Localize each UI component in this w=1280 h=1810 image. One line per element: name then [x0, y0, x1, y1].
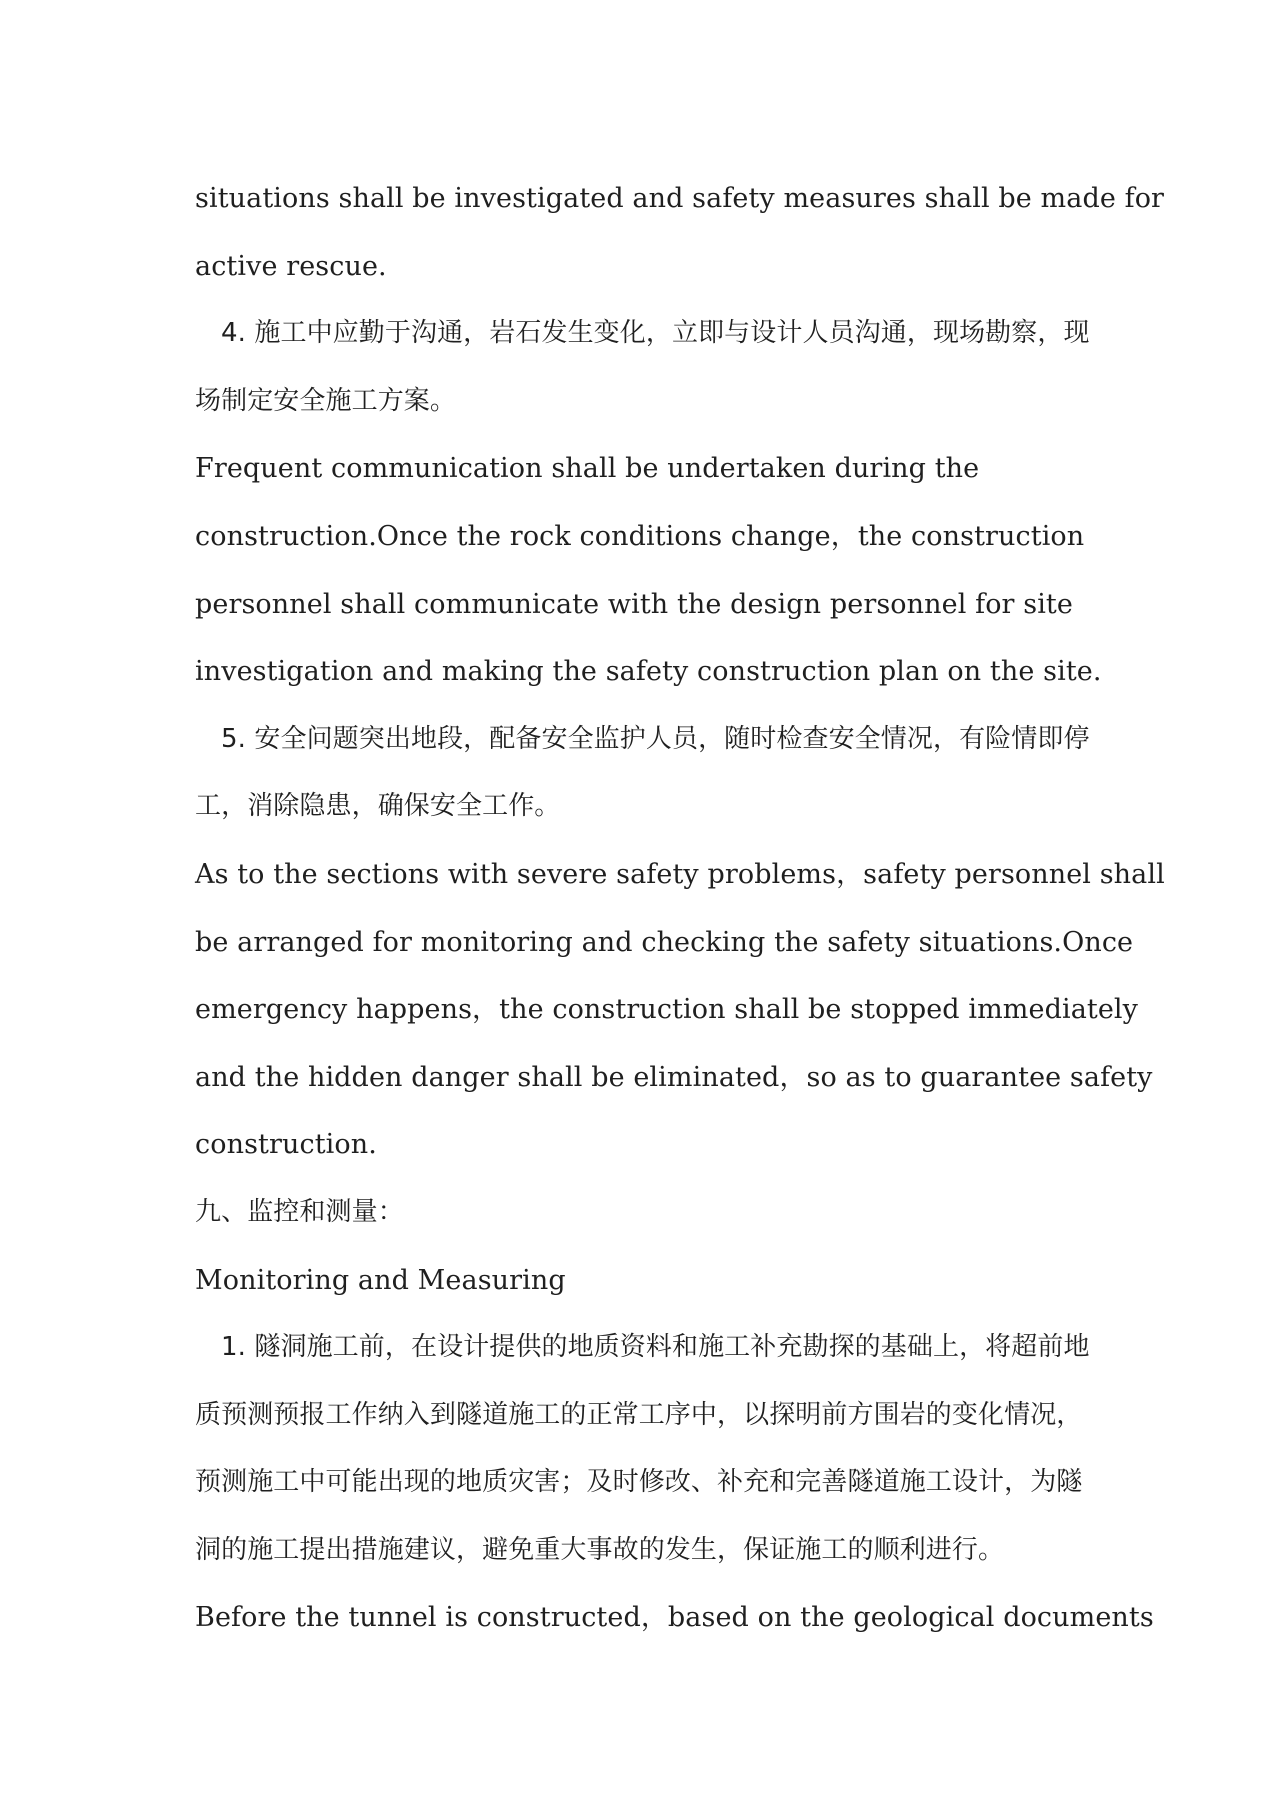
text-line: situations shall be investigated and safety measures shall be made for: [195, 183, 1165, 214]
text-line: construction.: [195, 1129, 377, 1161]
text-line: 洞的施工提出措施建议，避免重大事故的发生，保证施工的顺利进行。: [195, 1534, 1005, 1565]
text-line: be arranged for monitoring and checking the safety situations.Once: [195, 926, 1134, 958]
text-line: 工，消除隐患，确保安全工作。: [195, 791, 561, 822]
text-line: 质预测预报工作纳入到隧道施工的正常工序中，以探明前方围岩的变化情况，: [195, 1399, 1083, 1430]
text-line: personnel shall communicate with the design personnel for site: [195, 588, 1073, 620]
section-heading: 九、监控和测量：: [195, 1196, 404, 1227]
list-item-1: 1. 隧洞施工前，在设计提供的地质资料和施工补充勘探的基础上，将超前地: [221, 1332, 1090, 1363]
text-line: 预测施工中可能出现的地质灾害；及时修改、补充和完善隧道施工设计，为隧: [195, 1467, 1083, 1498]
document-body: [195, 165, 1165, 1652]
text-line: and the hidden danger shall be eliminated，so as to guarantee safety: [195, 1061, 1153, 1093]
section-heading-en: Monitoring and Measuring: [195, 1264, 566, 1296]
text-line: Frequent communication shall be undertaken during the: [195, 453, 980, 485]
text-line: 场制定安全施工方案。: [195, 385, 457, 416]
text-line: emergency happens，the construction shall be stopped immediately: [195, 994, 1139, 1026]
text-line: As to the sections with severe safety problems，safety personnel shall: [195, 858, 1165, 890]
list-item-4: 4. 施工中应勤于沟通，岩石发生变化，立即与设计人员沟通，现场勘察，现: [221, 318, 1090, 349]
text-line: investigation and making the safety construction plan on the site.: [195, 656, 1102, 688]
list-item-5: 5. 安全问题突出地段，配备安全监护人员，随时检查安全情况，有险情即停: [221, 723, 1090, 754]
text-line: Before the tunnel is constructed，based on the geological documents: [195, 1602, 1154, 1634]
text-line: active rescue.: [195, 250, 387, 282]
text-line: construction.Once the rock conditions change，the construction: [195, 520, 1085, 552]
